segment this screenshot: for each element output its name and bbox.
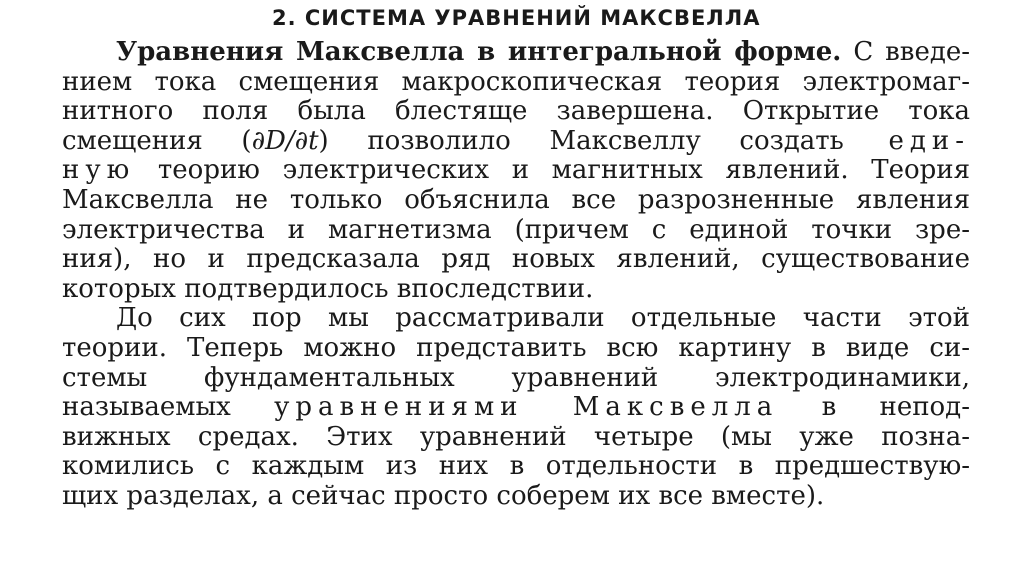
paragraph-1-lead-bold: Уравнения Максвелла в интегральной форме. xyxy=(116,37,842,67)
body-text xyxy=(62,38,970,512)
paragraph-1-line-1-rest: С введе- xyxy=(841,37,971,67)
paragraph-2-line-6: комились с каждым из них в отдельности в предшествую- xyxy=(62,451,970,482)
maxwell-equations-spaced: уравнениями Максвелла xyxy=(274,392,779,423)
paragraph-1-line-7: электричества и магнетизма (причем с единой точки зре- xyxy=(62,214,970,245)
paragraph-2-line-3: стемы фундаментальных уравнений электродинамики, xyxy=(62,362,970,393)
section-heading: 2. СИСТЕМА УРАВНЕНИЙ МАКСВЕЛЛА xyxy=(272,6,761,30)
paragraph-1-line-4-after: ) позволило Максвеллу создать xyxy=(318,125,844,156)
paragraph-1-line-1 xyxy=(62,38,970,68)
paragraph-1-line-5-spaced: ную xyxy=(62,155,136,186)
paragraph-1-line-2: нием тока смещения макроскопическая теория электромаг- xyxy=(62,66,970,97)
paragraph-1-line-9: которых подтвердилось впоследствии. xyxy=(62,273,594,304)
displacement-current-formula: ∂D/∂t xyxy=(251,125,319,156)
paragraph-2-line-4 xyxy=(62,393,970,423)
paragraph-1-line-4 xyxy=(62,127,970,157)
paragraph-1-line-5-after: теорию электрических и магнитных явлений. Теория xyxy=(135,155,970,186)
paragraph-2-line-4-before: называемых xyxy=(62,392,275,423)
paragraph-1-line-4-before: смещения ( xyxy=(62,125,252,156)
paragraph-2-line-2: теории. Теперь можно представить всю картину в виде си- xyxy=(62,332,970,363)
paragraph-2-line-1: До сих пор мы рассматривали отдельные части этой xyxy=(116,303,970,334)
paragraph-2-line-4-after: в непод- xyxy=(778,392,970,423)
paragraph-1-line-5 xyxy=(62,156,970,186)
paragraph-1-line-8: ния), но и предсказала ряд новых явлений, существование xyxy=(62,244,970,275)
paragraph-2-line-7: щих разделах, а сейчас просто соберем их все вместе). xyxy=(62,480,825,511)
paragraph-2-line-5: вижных средах. Этих уравнений четыре (мы уже позна- xyxy=(62,421,970,452)
paragraph-1-line-3: нитного поля была блестяще завершена. Открытие тока xyxy=(62,96,970,127)
paragraph-1-line-4-spaced: еди- xyxy=(843,125,970,156)
paragraph-1-line-6: Максвелла не только объяснила все разрозненные явления xyxy=(62,184,970,215)
